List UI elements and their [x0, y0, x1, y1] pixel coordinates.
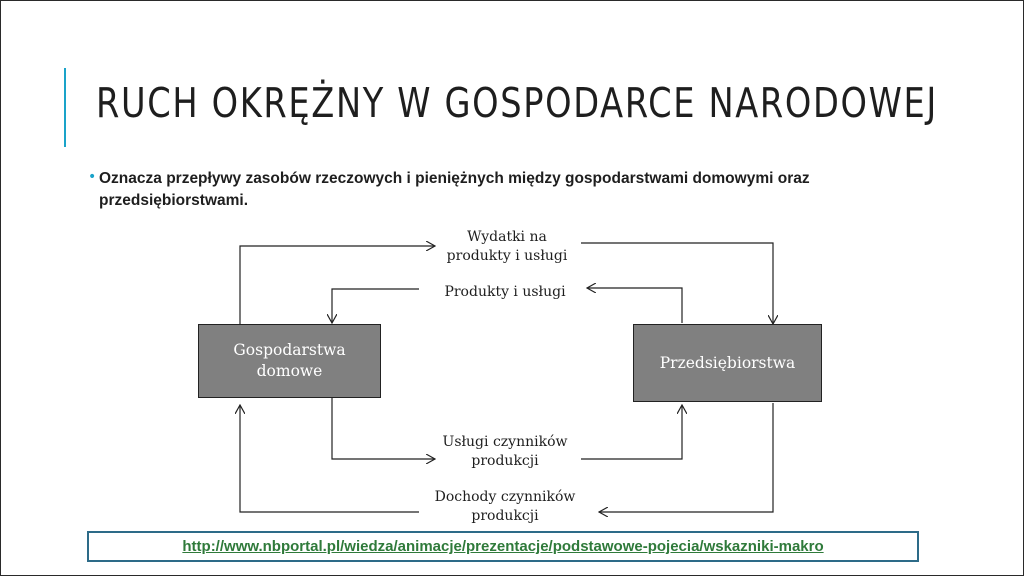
flow-label-factor-services-line1: Usługi czynników	[442, 434, 568, 450]
firms-label: Przedsiębiorstwa	[659, 353, 796, 372]
flow-label-products	[425, 283, 585, 302]
arrow-factor-services-out	[581, 405, 682, 459]
households-label-line1: Gospodarstwa	[233, 341, 346, 359]
flow-label-spending-line1: Wydatki na	[467, 229, 547, 245]
households-box	[198, 324, 381, 398]
source-link[interactable]: http://www.nbportal.pl/wiedza/animacje/prezentacje/podstawowe-pojecia/wskazniki-makro	[182, 538, 824, 555]
arrow-factor-services-in	[332, 398, 435, 459]
arrow-spending-in	[240, 246, 435, 325]
flow-label-factor-income	[417, 488, 593, 526]
arrow-spending-out	[581, 243, 773, 324]
flow-label-factor-income-line2: produkcji	[471, 508, 539, 524]
arrow-products-out	[332, 289, 419, 323]
arrow-factor-income-in	[599, 403, 773, 512]
flow-label-factor-income-line1: Dochody czynników	[434, 489, 576, 505]
flow-label-factor-services	[425, 433, 585, 471]
slide-title: RUCH OKRĘŻNY W GOSPODARCE NARODOWEJ	[96, 79, 938, 127]
bullet-text: Oznacza przepływy zasobów rzeczowych i pieniężnych między gospodarstwami domowymi oraz przedsiębiorstwami.	[99, 170, 810, 209]
flow-label-spending	[433, 228, 581, 266]
bullet-marker: •	[88, 169, 97, 185]
households-label-line2: domowe	[256, 362, 323, 380]
flow-label-spending-line2: produkty i usługi	[446, 248, 568, 264]
flow-label-factor-services-line2: produkcji	[471, 453, 539, 469]
source-link-box	[87, 531, 919, 562]
flow-label-products-text: Produkty i usługi	[444, 284, 566, 300]
arrow-products-in	[587, 288, 682, 323]
firms-box	[633, 324, 822, 402]
